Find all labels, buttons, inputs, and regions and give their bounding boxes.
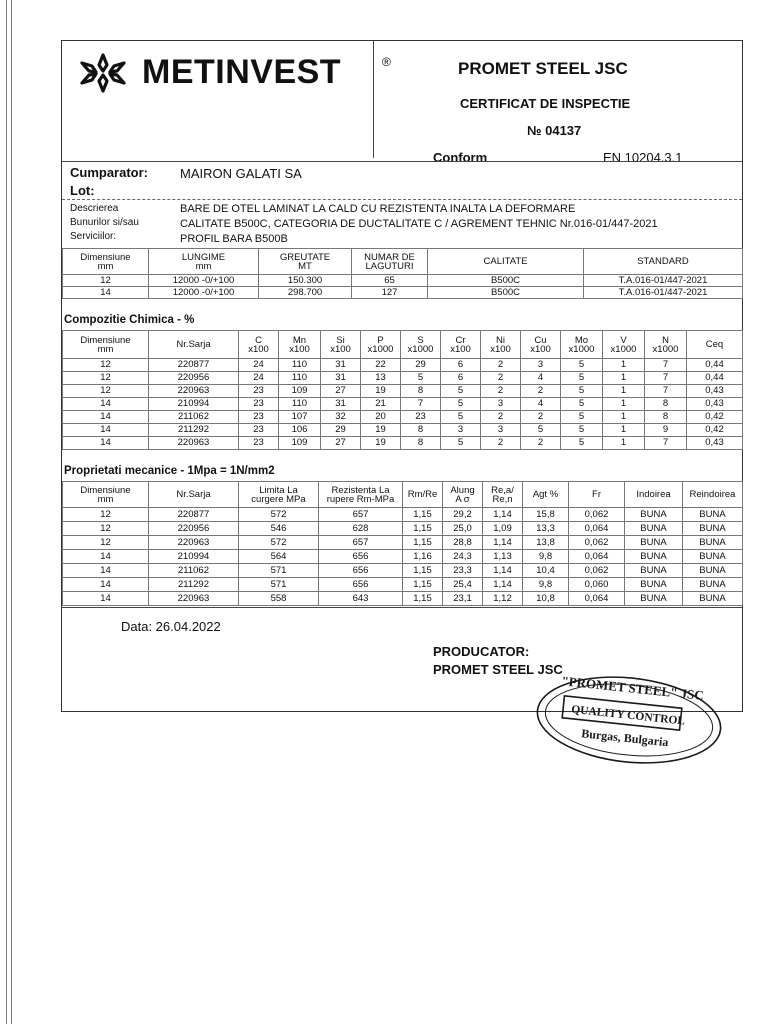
mechanical-cell: 656 [319, 564, 403, 578]
mechanical-header-cell: Rezistenta La rupere Rm-MPa [319, 482, 403, 508]
mechanical-row [63, 508, 743, 522]
products-cell: 150.300 [259, 275, 352, 287]
chemical-table [62, 330, 743, 450]
chemical-cell: 211062 [149, 411, 239, 424]
chemical-header-cell: Cu x100 [521, 331, 561, 359]
products-row [63, 275, 743, 287]
chemical-header-cell: S x1000 [401, 331, 441, 359]
products-cell: 12000 -0/+100 [149, 287, 259, 299]
chemical-cell: 24 [239, 359, 279, 372]
chemical-cell: 211292 [149, 424, 239, 437]
mechanical-cell: 211292 [149, 578, 239, 592]
chemical-cell: 5 [561, 385, 603, 398]
chemical-cell: 0,42 [687, 424, 743, 437]
chemical-cell: 4 [521, 398, 561, 411]
mechanical-cell: 13,8 [523, 536, 569, 550]
mechanical-header-cell: Agt % [523, 482, 569, 508]
mechanical-cell: BUNA [683, 564, 743, 578]
chemical-row [63, 359, 743, 372]
chemical-cell: 6 [441, 359, 481, 372]
mechanical-cell: BUNA [625, 592, 683, 606]
mechanical-header-row [63, 482, 743, 508]
chemical-cell: 1 [603, 385, 645, 398]
mechanical-header-cell: Fr [569, 482, 625, 508]
mechanical-cell: 9,8 [523, 550, 569, 564]
mechanical-header-cell: Limita La curgere MPa [239, 482, 319, 508]
mechanical-cell: 0,060 [569, 578, 625, 592]
products-header-cell: GREUTATE MT [259, 249, 352, 275]
certificate-document [61, 40, 743, 712]
mechanical-cell: 220956 [149, 522, 239, 536]
chemical-cell: 2 [481, 437, 521, 450]
mechanical-cell: 10,4 [523, 564, 569, 578]
mechanical-cell: 1,16 [403, 550, 443, 564]
chemical-cell: 1 [603, 424, 645, 437]
chemical-cell: 106 [279, 424, 321, 437]
chemical-cell: 1 [603, 372, 645, 385]
chemical-cell: 220963 [149, 385, 239, 398]
chemical-header-cell: Nr.Sarja [149, 331, 239, 359]
chemical-cell: 0,42 [687, 411, 743, 424]
chemical-cell: 2 [481, 385, 521, 398]
chemical-row [63, 411, 743, 424]
chemical-cell: 0,43 [687, 385, 743, 398]
chemical-cell: 110 [279, 372, 321, 385]
chemical-cell: 7 [645, 359, 687, 372]
stamp-bottom-text: Burgas, Bulgaria [580, 726, 670, 750]
chemical-cell: 5 [521, 424, 561, 437]
conform-label: Conform [433, 150, 488, 165]
mechanical-cell: 1,14 [483, 578, 523, 592]
mechanical-cell: BUNA [625, 508, 683, 522]
chemical-cell: 19 [361, 424, 401, 437]
mechanical-cell: BUNA [683, 550, 743, 564]
chemical-row [63, 398, 743, 411]
mechanical-cell: 25,4 [443, 578, 483, 592]
conform-value: EN 10204.3.1 [603, 150, 683, 165]
mechanical-cell: 12 [63, 522, 149, 536]
chemical-cell: 0,43 [687, 398, 743, 411]
header-divider [373, 41, 374, 158]
products-cell: 65 [352, 275, 428, 287]
chemical-cell: 23 [239, 385, 279, 398]
products-cell: B500C [428, 287, 584, 299]
mechanical-cell: 14 [63, 578, 149, 592]
issue-date: Data: 26.04.2022 [121, 619, 221, 634]
mechanical-cell: 572 [239, 508, 319, 522]
chemical-cell: 27 [321, 385, 361, 398]
mechanical-cell: 657 [319, 508, 403, 522]
chemical-cell: 0,44 [687, 359, 743, 372]
mechanical-cell: BUNA [625, 550, 683, 564]
mechanical-cell: BUNA [683, 578, 743, 592]
chemical-cell: 12 [63, 359, 149, 372]
chemical-cell: 12 [63, 372, 149, 385]
chemical-cell: 210994 [149, 398, 239, 411]
mechanical-cell: 24,3 [443, 550, 483, 564]
chemical-header-cell: Ni x100 [481, 331, 521, 359]
chemical-cell: 8 [401, 437, 441, 450]
chemical-cell: 7 [645, 385, 687, 398]
mechanical-cell: 571 [239, 564, 319, 578]
products-cell: B500C [428, 275, 584, 287]
chemical-cell: 7 [645, 372, 687, 385]
chemical-cell: 107 [279, 411, 321, 424]
mechanical-cell: 15,8 [523, 508, 569, 522]
mechanical-table [62, 481, 743, 606]
mechanical-cell: 13,3 [523, 522, 569, 536]
chemical-row [63, 424, 743, 437]
mechanical-cell: 14 [63, 550, 149, 564]
chemical-cell: 220956 [149, 372, 239, 385]
mechanical-cell: 220877 [149, 508, 239, 522]
products-header-cell: LUNGIME mm [149, 249, 259, 275]
chemical-cell: 5 [561, 398, 603, 411]
mechanical-cell: BUNA [683, 522, 743, 536]
chemical-cell: 1 [603, 411, 645, 424]
chemical-cell: 24 [239, 372, 279, 385]
chemical-cell: 32 [321, 411, 361, 424]
products-table [62, 248, 743, 299]
scan-edge-line [6, 0, 7, 1024]
mechanical-cell: 1,14 [483, 536, 523, 550]
description-line-2: CALITATE B500C, CATEGORIA DE DUCTALITATE C / AGREMENT TEHNIC Nr.016-01/447-2021 [180, 218, 658, 230]
mechanical-header-cell: Indoirea [625, 482, 683, 508]
description-label-1: Descrierea [70, 203, 119, 214]
mechanical-cell: 9,8 [523, 578, 569, 592]
chemical-title: Compozitie Chimica - % [64, 314, 195, 326]
mechanical-cell: 28,8 [443, 536, 483, 550]
mechanical-row [63, 550, 743, 564]
mechanical-cell: 558 [239, 592, 319, 606]
mechanical-cell: 572 [239, 536, 319, 550]
chemical-cell: 7 [645, 437, 687, 450]
chemical-cell: 19 [361, 385, 401, 398]
mechanical-cell: 1,15 [403, 578, 443, 592]
chemical-cell: 5 [441, 385, 481, 398]
stamp-middle-text: QUALITY CONTROL [570, 703, 686, 728]
mechanical-cell: 0,064 [569, 592, 625, 606]
chemical-cell: 2 [481, 372, 521, 385]
buyer-label: Cumparator: [70, 165, 149, 180]
mechanical-row [63, 592, 743, 606]
mechanical-cell: BUNA [625, 578, 683, 592]
chemical-cell: 8 [401, 424, 441, 437]
chemical-cell: 3 [481, 398, 521, 411]
chemical-cell: 5 [561, 359, 603, 372]
mechanical-cell: 23,3 [443, 564, 483, 578]
scan-edge-line [11, 0, 12, 1024]
mechanical-bottom-rule [62, 607, 742, 608]
mechanical-cell: 656 [319, 578, 403, 592]
chemical-cell: 2 [521, 437, 561, 450]
mechanical-cell: 1,12 [483, 592, 523, 606]
chemical-cell: 14 [63, 411, 149, 424]
mechanical-cell: 23,1 [443, 592, 483, 606]
description-label-2: Bunurilor si/sau [70, 217, 139, 228]
chemical-header-cell: Si x100 [321, 331, 361, 359]
chemical-row [63, 437, 743, 450]
chemical-body [63, 359, 743, 450]
chemical-cell: 1 [603, 398, 645, 411]
chemical-cell: 110 [279, 398, 321, 411]
mechanical-cell: 1,15 [403, 564, 443, 578]
mechanical-cell: 656 [319, 550, 403, 564]
mechanical-cell: 14 [63, 592, 149, 606]
mechanical-cell: 10,8 [523, 592, 569, 606]
mechanical-cell: 14 [63, 564, 149, 578]
chemical-header-cell: Dimensiune mm [63, 331, 149, 359]
chemical-cell: 14 [63, 424, 149, 437]
chemical-cell: 31 [321, 359, 361, 372]
mechanical-cell: 1,13 [483, 550, 523, 564]
chemical-cell: 14 [63, 437, 149, 450]
chemical-header-cell: P x1000 [361, 331, 401, 359]
chemical-cell: 8 [645, 398, 687, 411]
products-header-cell: Dimensiune mm [63, 249, 149, 275]
mechanical-cell: 643 [319, 592, 403, 606]
mechanical-cell: 1,14 [483, 508, 523, 522]
chemical-cell: 6 [441, 372, 481, 385]
chemical-cell: 7 [401, 398, 441, 411]
chemical-cell: 0,43 [687, 437, 743, 450]
chemical-row [63, 385, 743, 398]
certificate-title: CERTIFICAT DE INSPECTIE [460, 96, 631, 111]
mechanical-cell: 0,062 [569, 508, 625, 522]
mechanical-cell: 12 [63, 536, 149, 550]
chemical-cell: 14 [63, 398, 149, 411]
chemical-cell: 3 [441, 424, 481, 437]
chemical-cell: 5 [561, 424, 603, 437]
mechanical-row [63, 578, 743, 592]
chemical-cell: 23 [239, 411, 279, 424]
chemical-cell: 12 [63, 385, 149, 398]
chemical-cell: 20 [361, 411, 401, 424]
chemical-cell: 109 [279, 385, 321, 398]
description-line-1: BARE DE OTEL LAMINAT LA CALD CU REZISTENTA INALTA LA DEFORMARE [180, 203, 576, 215]
stamp-top-text: "PROMET STEEL" JSC [560, 673, 705, 704]
chemical-cell: 5 [441, 411, 481, 424]
chemical-cell: 3 [481, 424, 521, 437]
description-label-3: Serviciilor: [70, 231, 117, 242]
mechanical-cell: 657 [319, 536, 403, 550]
chemical-cell: 2 [521, 385, 561, 398]
mechanical-header-cell: Alung A σ [443, 482, 483, 508]
chemical-cell: 23 [239, 398, 279, 411]
mechanical-cell: 1,15 [403, 508, 443, 522]
products-cell: T.A.016-01/447-2021 [584, 287, 743, 299]
mechanical-cell: 1,15 [403, 592, 443, 606]
mechanical-cell: 564 [239, 550, 319, 564]
chemical-cell: 23 [239, 424, 279, 437]
chemical-cell: 29 [401, 359, 441, 372]
chemical-header-cell: C x100 [239, 331, 279, 359]
products-cell: 14 [63, 287, 149, 299]
mechanical-cell: 0,062 [569, 536, 625, 550]
mechanical-cell: 25,0 [443, 522, 483, 536]
chemical-cell: 9 [645, 424, 687, 437]
registered-mark: ® [382, 55, 391, 69]
mechanical-cell: 220963 [149, 592, 239, 606]
products-row [63, 287, 743, 299]
products-body [63, 275, 743, 299]
chemical-header-row [63, 331, 743, 359]
mechanical-header-cell: Re,a/ Re,n [483, 482, 523, 508]
mechanical-cell: 1,14 [483, 564, 523, 578]
company-name: PROMET STEEL JSC [458, 59, 628, 78]
mechanical-header-cell: Rm/Re [403, 482, 443, 508]
mechanical-cell: 0,062 [569, 564, 625, 578]
description-line-3: PROFIL BARA B500B [180, 233, 288, 245]
chemical-cell: 5 [561, 437, 603, 450]
chemical-header-cell: N x1000 [645, 331, 687, 359]
quality-control-stamp [527, 670, 727, 770]
metinvest-logo-icon [76, 51, 130, 95]
chemical-header-cell: V x1000 [603, 331, 645, 359]
products-cell: 127 [352, 287, 428, 299]
chemical-cell: 220963 [149, 437, 239, 450]
chemical-cell: 2 [521, 411, 561, 424]
chemical-cell: 8 [645, 411, 687, 424]
chemical-cell: 27 [321, 437, 361, 450]
chemical-cell: 1 [603, 437, 645, 450]
mechanical-cell: 1,15 [403, 536, 443, 550]
chemical-cell: 109 [279, 437, 321, 450]
mechanical-cell: 628 [319, 522, 403, 536]
mechanical-cell: 571 [239, 578, 319, 592]
mechanical-cell: 0,064 [569, 522, 625, 536]
mechanical-cell: 29,2 [443, 508, 483, 522]
chemical-cell: 5 [441, 398, 481, 411]
chemical-cell: 4 [521, 372, 561, 385]
products-cell: 12 [63, 275, 149, 287]
mechanical-header-cell: Nr.Sarja [149, 482, 239, 508]
lot-rule [62, 199, 742, 200]
chemical-cell: 19 [361, 437, 401, 450]
mechanical-header-cell: Reindoirea [683, 482, 743, 508]
products-header-row [63, 249, 743, 275]
buyer-value: MAIRON GALATI SA [180, 166, 302, 181]
chemical-cell: 5 [561, 411, 603, 424]
products-cell: 12000 -0/+100 [149, 275, 259, 287]
chemical-row [63, 372, 743, 385]
products-cell: 298.700 [259, 287, 352, 299]
chemical-cell: 5 [441, 437, 481, 450]
chemical-header-cell: Mn x100 [279, 331, 321, 359]
mechanical-row [63, 564, 743, 578]
chemical-cell: 5 [561, 372, 603, 385]
chemical-cell: 31 [321, 372, 361, 385]
chemical-header-cell: Ceq [687, 331, 743, 359]
chemical-cell: 110 [279, 359, 321, 372]
mechanical-body [63, 508, 743, 606]
mechanical-cell: BUNA [683, 536, 743, 550]
chemical-header-cell: Mo x1000 [561, 331, 603, 359]
chemical-header-cell: Cr x100 [441, 331, 481, 359]
mechanical-cell: 220963 [149, 536, 239, 550]
mechanical-row [63, 522, 743, 536]
producer-label: PRODUCATOR: [433, 644, 530, 659]
products-cell: T.A.016-01/447-2021 [584, 275, 743, 287]
header-rule [62, 161, 742, 162]
mechanical-cell: 1,15 [403, 522, 443, 536]
chemical-cell: 23 [401, 411, 441, 424]
chemical-cell: 22 [361, 359, 401, 372]
chemical-cell: 21 [361, 398, 401, 411]
mechanical-cell: BUNA [625, 522, 683, 536]
products-header-cell: NUMAR DE LAGUTURI [352, 249, 428, 275]
mechanical-cell: 210994 [149, 550, 239, 564]
mechanical-header-cell: Dimensiune mm [63, 482, 149, 508]
chemical-cell: 23 [239, 437, 279, 450]
products-header-cell: CALITATE [428, 249, 584, 275]
mechanical-cell: 12 [63, 508, 149, 522]
chemical-cell: 3 [521, 359, 561, 372]
mechanical-cell: BUNA [683, 508, 743, 522]
chemical-cell: 220877 [149, 359, 239, 372]
mechanical-cell: BUNA [625, 564, 683, 578]
mechanical-row [63, 536, 743, 550]
products-header-cell: STANDARD [584, 249, 743, 275]
mechanical-cell: BUNA [625, 536, 683, 550]
chemical-cell: 1 [603, 359, 645, 372]
mechanical-cell: 0,064 [569, 550, 625, 564]
chemical-cell: 8 [401, 385, 441, 398]
chemical-cell: 29 [321, 424, 361, 437]
chemical-cell: 2 [481, 359, 521, 372]
mechanical-cell: BUNA [683, 592, 743, 606]
chemical-cell: 2 [481, 411, 521, 424]
certificate-number: № 04137 [527, 123, 582, 138]
chemical-cell: 0,44 [687, 372, 743, 385]
mechanical-cell: 211062 [149, 564, 239, 578]
mechanical-cell: 546 [239, 522, 319, 536]
chemical-cell: 5 [401, 372, 441, 385]
chemical-cell: 13 [361, 372, 401, 385]
producer-name: PROMET STEEL JSC [433, 662, 563, 677]
chemical-cell: 31 [321, 398, 361, 411]
lot-label: Lot: [70, 183, 95, 198]
company-logo-text: METINVEST [142, 53, 342, 91]
mechanical-title: Proprietati mecanice - 1Mpa = 1N/mm2 [64, 465, 275, 477]
mechanical-cell: 1,09 [483, 522, 523, 536]
